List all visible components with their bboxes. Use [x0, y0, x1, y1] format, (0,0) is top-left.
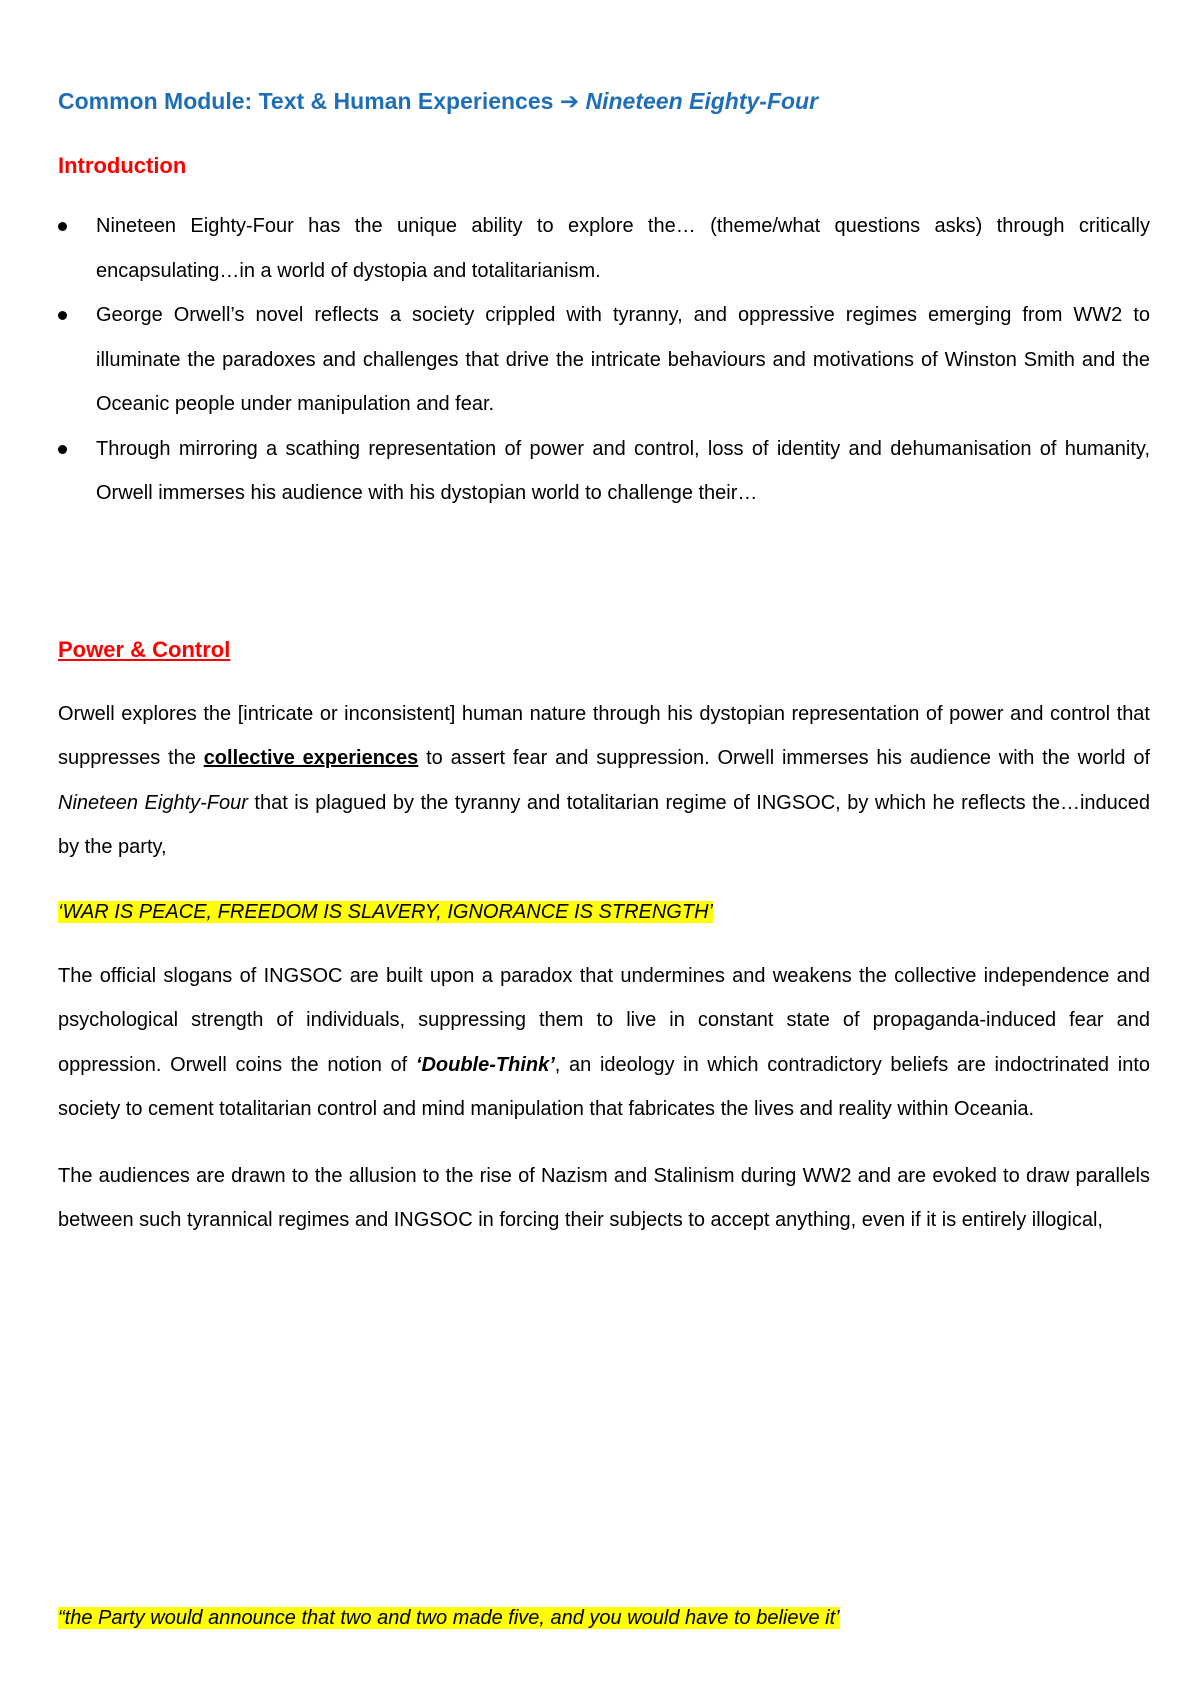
power-control-paragraph-3: The audiences are drawn to the allusion to the rise of Nazism and Stalinism during WW2 and are evoked to draw parallels between such tyrannical regimes and INGSOC in forcing their subjects to accept anything, even if it is entirely illogical, [58, 1164, 1150, 1231]
list-item [58, 293, 1150, 427]
power-control-heading: Power & Control [58, 636, 231, 662]
bullet-icon [58, 445, 67, 454]
key-term-collective-experiences: collective experiences [203, 747, 419, 769]
paragraph-text: Orwell explores the [intricate or inconsistent] human nature through his dystopian representation of power and control that suppresses the [58, 702, 1150, 769]
paragraph-text: , an ideology in which contradictory beliefs are indoctrinated into society to cement totalitarian control and mind manipulation that fabricates the lives and reality within Oceania. [58, 1053, 1150, 1120]
list-item [58, 204, 1150, 293]
list-item [58, 427, 1150, 516]
quote-text: “the Party would announce that two and two made five, and you would have to believe it’ [58, 1607, 840, 1629]
title-main: Common Module: Text & Human Experiences [58, 88, 554, 114]
bullet-icon [58, 311, 67, 320]
paragraph-text: The official slogans of INGSOC are built upon a paradox that undermines and weakens the collective independence and psychological strength of individuals, suppressing them to live in constant state of propaganda-induced fear and oppression. Orwell coins the notion of [58, 964, 1150, 1076]
book-title-italic: Nineteen Eighty-Four [58, 791, 248, 814]
bullet-icon [58, 222, 67, 231]
highlighted-quote-slogans [58, 892, 1150, 932]
paragraph-text: to assert fear and suppression. Orwell immerses his audience with the world of [418, 747, 1150, 769]
bullet-text: Through mirroring a scathing representation of power and control, loss of identity and dehumanisation of humanity, Orwell immerses his audience with his dystopian world to challenge their… [96, 437, 1150, 504]
quote-text: ‘WAR IS PEACE, FREEDOM IS SLAVERY, IGNORANCE IS STRENGTH’ [58, 900, 713, 923]
power-control-paragraph-2 [58, 954, 1150, 1132]
power-control-paragraph-1 [58, 692, 1150, 870]
highlighted-quote-two-and-two [58, 1598, 840, 1638]
bullet-text: Nineteen Eighty-Four has the unique ability to explore the… (theme/what questions asks) through critically encapsulating…in a world of dystopia and totalitarianism. [96, 215, 1150, 282]
title-book: Nineteen Eighty-Four [585, 88, 819, 114]
paragraph-text: that is plagued by the tyranny and totalitarian regime of INGSOC, by which he reflects the…induced by the party, [58, 791, 1151, 858]
right-arrow-icon: ➔ [559, 88, 580, 114]
document-title [58, 78, 1150, 124]
bullet-text: George Orwell’s novel reflects a society crippled with tyranny, and oppressive regimes emerging from WW2 to illuminate the paradoxes and challenges that drive the intricate behaviours and motivations of Winston Smith and the Oceanic people under manipulation and fear. [96, 304, 1150, 415]
key-term-double-think: ‘Double-Think’ [415, 1053, 555, 1076]
introduction-heading: Introduction [58, 153, 187, 178]
introduction-bullet-list [58, 204, 1150, 516]
